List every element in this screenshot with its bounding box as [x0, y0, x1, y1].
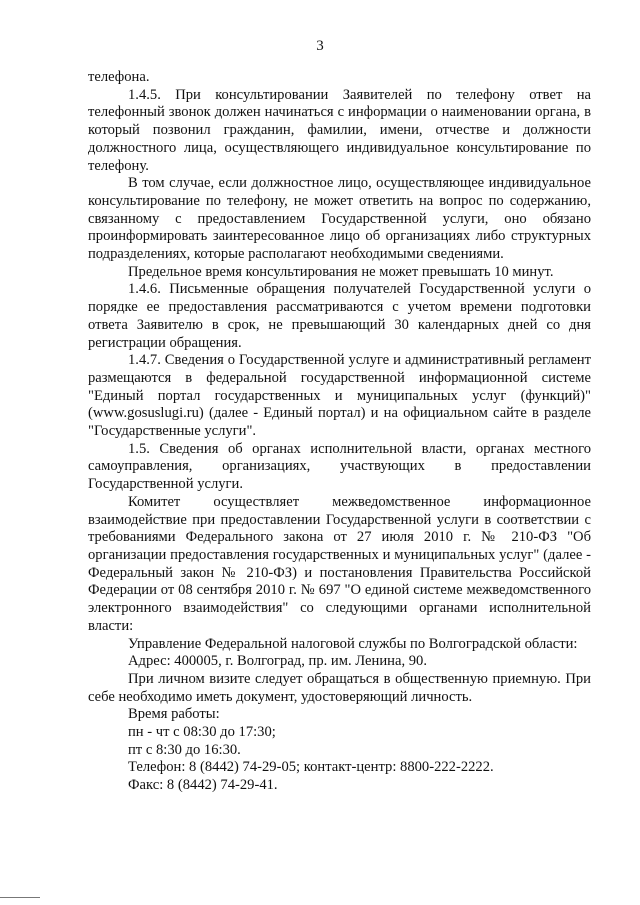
paragraph: 1.4.6. Письменные обращения получателей Государственной услуги о порядке ее предоставления рассматриваются с учетом времени подготовки ответа Заявителю в срок, не превышающий 30 календарных дней со дня регистрации обращения.	[88, 281, 591, 351]
paragraph: Предельное время консультирования не может превышать 10 минут.	[128, 263, 554, 280]
paragraph: Управление Федеральной налоговой службы по Волгоградской области:	[128, 635, 578, 652]
paragraph: 1.5. Сведения об органах исполнительной власти, органах местного самоуправления, организациях, участвующих в предоставлении Государственной услуги.	[88, 440, 591, 493]
address-line: Адрес: 400005, г. Волгоград, пр. им. Ленина, 90.	[128, 653, 427, 670]
working-hours-line: пн - чт с 08:30 до 17:30;	[128, 724, 276, 741]
page-number: 3	[316, 38, 324, 54]
paragraph: телефона.	[88, 69, 150, 85]
paragraph: При личном визите следует обращаться в общественную приемную. При себе необходимо иметь документ, удостоверяющий личность.	[88, 670, 591, 705]
fax-line: Факс: 8 (8442) 74-29-41.	[128, 777, 278, 794]
phone-line: Телефон: 8 (8442) 74-29-05; контакт-центр: 8800-222-2222.	[128, 759, 494, 776]
document-body	[88, 69, 591, 795]
paragraph: 1.4.5. При консультировании Заявителей по телефону ответ на телефонный звонок должен начинаться с информации о наименовании органа, в который позвонил гражданин, фамилии, имени, отчестве и должности должностного лица, осуществляющего индивидуальное консультирование по телефону.	[88, 86, 591, 174]
paragraph: 1.4.7. Сведения о Государственной услуге и административный регламент размещаются в федеральной государственной информационной системе "Единый портал государственных и муниципальных услуг (функций)" (www.gosuslugi.ru) (далее - Единый портал) и на официальном сайте в разделе "Государственные услуги".	[88, 352, 591, 440]
working-hours-heading: Время работы:	[128, 706, 220, 723]
working-hours-line: пт с 8:30 до 16:30.	[128, 741, 241, 758]
paragraph: В том случае, если должностное лицо, осуществляющее индивидуальное консультирование по телефону, не может ответить на вопрос по содержанию, связанному с предоставлением Государственной услуги, оно обязано проинформировать заинтересованное лицо об организациях либо структурных подразделениях, которые располагают необходимыми сведениями.	[88, 175, 591, 263]
paragraph: Комитет осуществляет межведомственное информационное взаимодействие при предоставлении Государственной услуги в соответствии с требованиями Федерального закона от 27 июля 2010 г. № 210-ФЗ "Об организации предоставления государственных и муниципальных услуг" (далее - Федеральный закон № 210-ФЗ) и постановления Правительства Российской Федерации от 08 сентября 2010 г. № 697 "О единой системе межведомственного электронного взаимодействия" со следующими органами исполнительной власти:	[88, 493, 591, 634]
footer-rule	[0, 897, 40, 898]
